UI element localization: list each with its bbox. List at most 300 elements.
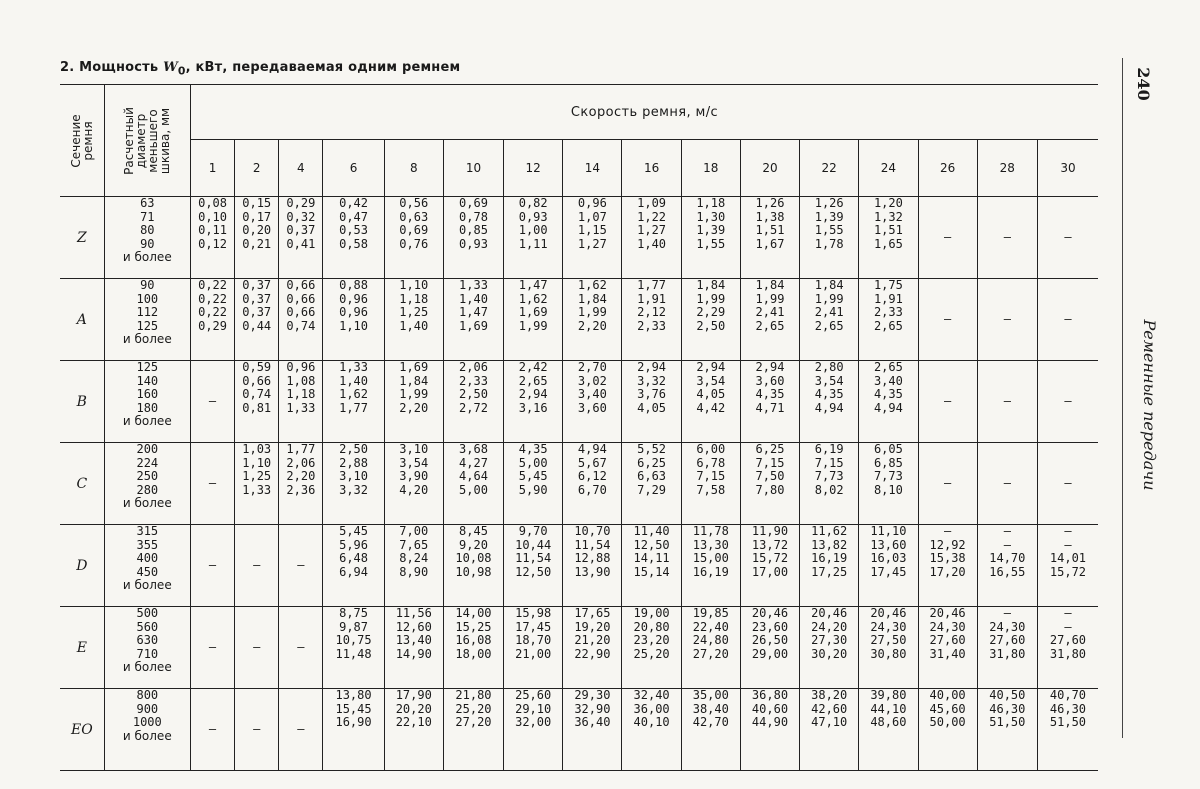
- power-value: 8,24: [399, 551, 429, 565]
- power-cell: [859, 525, 918, 607]
- speed-values-row: [60, 140, 1098, 197]
- power-value: 4,27: [459, 455, 488, 470]
- power-value: –: [1064, 393, 1072, 408]
- power-cell: [235, 443, 279, 525]
- belt-section: Z: [60, 197, 104, 279]
- power-value: 0,66: [286, 305, 316, 319]
- power-value: 2,65: [814, 318, 844, 333]
- power-value: –: [208, 393, 217, 408]
- power-cell: [977, 525, 1037, 607]
- power-value: 2,94: [518, 387, 548, 401]
- power-value: 0,08: [198, 196, 227, 210]
- power-value: 1,84: [577, 291, 607, 306]
- power-value: 0,96: [339, 291, 368, 306]
- power-value: 1,84: [399, 373, 429, 388]
- power-cell: [190, 197, 234, 279]
- power-cell: [384, 689, 443, 771]
- diameter-value: 63: [140, 196, 155, 210]
- belt-section: D: [60, 525, 104, 607]
- power-value: 8,10: [873, 482, 903, 497]
- diameter-value: 112: [136, 305, 159, 319]
- power-value: 25,20: [455, 701, 492, 716]
- power-cell: [563, 361, 622, 443]
- power-value: 6,25: [755, 442, 785, 456]
- power-value: 0,44: [242, 318, 272, 333]
- power-cell: [859, 689, 918, 771]
- power-value: 1,39: [696, 223, 726, 237]
- power-value: 29,10: [515, 701, 552, 716]
- power-value: 2,50: [459, 387, 488, 401]
- power-value: 4,20: [399, 482, 429, 497]
- power-value: 1,38: [755, 209, 785, 224]
- power-value: 15,72: [751, 551, 789, 565]
- power-value: –: [297, 639, 305, 654]
- power-value: 15,14: [633, 564, 670, 579]
- power-cell: [323, 361, 384, 443]
- power-cell: [279, 689, 323, 771]
- power-cell: [977, 689, 1037, 771]
- diameter-value: 125: [136, 318, 159, 333]
- power-value: 30,80: [870, 646, 907, 661]
- power-value: 39,80: [870, 688, 907, 702]
- power-cell: [563, 197, 622, 279]
- power-value: 10,44: [515, 537, 552, 552]
- power-cell: [504, 279, 563, 361]
- diameter-value: 1000: [132, 715, 162, 729]
- power-value: 1,84: [696, 278, 726, 292]
- power-value: 19,85: [692, 606, 729, 620]
- diameter-cell: [104, 607, 190, 689]
- power-value: 1,33: [286, 400, 316, 415]
- table-row: [60, 607, 1098, 689]
- power-cell: [622, 279, 681, 361]
- power-cell: [977, 279, 1037, 361]
- power-value: 1,69: [518, 305, 548, 319]
- power-cell: [504, 361, 563, 443]
- power-value: 1,51: [755, 223, 785, 237]
- power-value: 0,21: [242, 236, 272, 251]
- power-value: 11,56: [395, 606, 432, 620]
- power-value: 27,30: [811, 633, 848, 647]
- power-value: 1,03: [242, 442, 272, 456]
- power-cell: [190, 525, 234, 607]
- power-value: 0,74: [286, 318, 316, 333]
- power-value: 6,48: [339, 551, 368, 565]
- caption-symbol: W: [163, 60, 178, 75]
- power-cell: [918, 607, 977, 689]
- power-value: 13,80: [335, 688, 372, 702]
- power-value: 1,33: [242, 482, 272, 497]
- power-value: 0,56: [399, 196, 429, 210]
- power-value: 40,70: [1049, 688, 1087, 702]
- power-value: 7,29: [637, 482, 667, 497]
- diameter-value: 180: [136, 400, 159, 415]
- power-cell: [190, 279, 234, 361]
- power-value: 0,85: [459, 223, 488, 237]
- power-value: 0,20: [242, 223, 272, 237]
- caption-subscript: 0: [177, 64, 186, 78]
- diameter-value: 80: [140, 223, 155, 237]
- power-value: 0,37: [242, 305, 272, 319]
- table-row: [60, 689, 1098, 771]
- belt-section: E: [60, 607, 104, 689]
- power-value: 11,90: [751, 524, 789, 538]
- power-value: 4,35: [873, 387, 903, 401]
- power-value: 1,18: [399, 291, 429, 306]
- power-cell: [740, 525, 799, 607]
- table-body: [60, 197, 1098, 771]
- power-value: 36,40: [574, 715, 611, 729]
- power-value: 14,01: [1049, 551, 1087, 565]
- power-value: 7,15: [814, 455, 844, 470]
- power-value: 48,60: [870, 715, 907, 729]
- power-value: –: [1064, 606, 1072, 620]
- power-cell: [443, 525, 503, 607]
- power-value: 0,93: [518, 209, 548, 224]
- power-value: 4,94: [814, 400, 844, 415]
- table-row: [60, 197, 1098, 279]
- power-value: 13,40: [395, 633, 432, 647]
- power-value: 4,94: [577, 442, 607, 456]
- power-cell: [443, 443, 503, 525]
- speed-value: 18: [681, 140, 740, 197]
- diameter-value: 224: [136, 455, 159, 470]
- power-cell: [681, 525, 740, 607]
- power-value: 1,18: [286, 387, 316, 401]
- power-value: 12,60: [395, 619, 432, 634]
- power-value: 13,90: [574, 564, 611, 579]
- power-value: –: [208, 475, 217, 490]
- power-cell: [504, 443, 563, 525]
- power-value: 15,00: [692, 551, 729, 565]
- power-value: 7,65: [399, 537, 429, 552]
- and-more-label: и более: [122, 496, 172, 510]
- power-value: 4,42: [696, 400, 726, 415]
- power-cell: [977, 197, 1037, 279]
- power-value: –: [253, 557, 261, 572]
- power-value: 2,80: [814, 360, 844, 374]
- power-cell: [681, 197, 740, 279]
- diameter-cell: [104, 197, 190, 279]
- power-value: 0,81: [242, 400, 272, 415]
- power-value: 44,10: [870, 701, 907, 716]
- power-value: 14,90: [395, 646, 432, 661]
- power-value: 3,40: [873, 373, 903, 388]
- power-value: 2,94: [696, 360, 726, 374]
- power-cell: [1037, 279, 1098, 361]
- power-cell: [190, 607, 234, 689]
- diameter-cell: [104, 279, 190, 361]
- power-value: 2,94: [755, 360, 785, 374]
- power-value: 32,00: [515, 715, 552, 729]
- power-value: 32,40: [633, 688, 670, 702]
- speed-value: 16: [622, 140, 681, 197]
- power-cell: [918, 525, 977, 607]
- power-value: 0,32: [286, 209, 316, 224]
- power-value: 20,80: [633, 619, 670, 634]
- power-value: 6,19: [814, 442, 844, 456]
- power-value: 1,47: [518, 278, 548, 292]
- power-value: 24,30: [929, 619, 966, 634]
- power-value: 2,33: [637, 318, 667, 333]
- power-value: 36,00: [633, 701, 670, 716]
- diameter-value: 400: [136, 551, 159, 565]
- power-cell: [563, 525, 622, 607]
- power-value: 2,50: [339, 442, 368, 456]
- power-value: 3,54: [814, 373, 844, 388]
- power-value: –: [1064, 619, 1072, 634]
- power-cell: [740, 443, 799, 525]
- power-value: 7,50: [755, 469, 785, 483]
- power-value: 6,25: [637, 455, 667, 470]
- power-value: 16,19: [692, 564, 729, 579]
- power-value: 4,64: [459, 469, 488, 483]
- power-value: 0,53: [339, 223, 368, 237]
- power-cell: [384, 279, 443, 361]
- power-cell: [323, 443, 384, 525]
- power-value: 1,77: [637, 278, 667, 292]
- power-value: 40,10: [633, 715, 670, 729]
- power-value: 0,96: [577, 196, 607, 210]
- power-cell: [190, 443, 234, 525]
- power-value: 1,27: [577, 236, 607, 251]
- power-value: 2,65: [518, 373, 548, 388]
- power-value: 18,00: [455, 646, 492, 661]
- power-value: 1,30: [696, 209, 726, 224]
- power-value: 2,36: [286, 482, 316, 497]
- power-value: 0,58: [339, 236, 368, 251]
- power-cell: [279, 197, 323, 279]
- power-value: 1,62: [577, 278, 607, 292]
- belt-section: A: [60, 279, 104, 361]
- power-value: 1,55: [696, 236, 726, 251]
- and-more-label: и более: [122, 414, 172, 428]
- power-value: 1,55: [814, 223, 844, 237]
- power-cell: [384, 607, 443, 689]
- power-value: 17,00: [751, 564, 789, 579]
- power-value: 50,00: [929, 715, 966, 729]
- power-value: –: [943, 524, 952, 538]
- power-value: 14,11: [633, 551, 670, 565]
- power-cell: [443, 279, 503, 361]
- power-value: 20,46: [751, 606, 789, 620]
- power-value: 1,33: [339, 360, 368, 374]
- power-value: –: [1003, 393, 1011, 408]
- power-value: –: [1064, 475, 1072, 490]
- and-more-label: и более: [122, 578, 172, 592]
- power-value: 2,33: [459, 373, 488, 388]
- power-value: 1,84: [755, 278, 785, 292]
- diameter-header-line: Расчетный: [122, 106, 137, 175]
- table-row: [60, 279, 1098, 361]
- power-value: 1,33: [459, 278, 488, 292]
- power-cell: [279, 279, 323, 361]
- power-value: 25,60: [515, 688, 552, 702]
- speed-value: 6: [323, 140, 384, 197]
- power-cell: [918, 197, 977, 279]
- section-header-line: Сечение: [68, 113, 83, 168]
- power-value: 51,50: [1049, 715, 1087, 729]
- power-value: 10,70: [574, 524, 611, 538]
- power-value: 6,70: [577, 482, 607, 497]
- power-cell: [279, 607, 323, 689]
- power-value: 23,60: [751, 619, 789, 634]
- power-value: 0,15: [242, 196, 272, 210]
- power-value: 1,09: [637, 196, 667, 210]
- power-value: –: [208, 557, 217, 572]
- power-cell: [859, 197, 918, 279]
- power-value: 1,26: [755, 196, 785, 210]
- power-value: 2,06: [286, 455, 316, 470]
- diameter-value: 140: [136, 373, 159, 388]
- power-value: 0,47: [339, 209, 368, 224]
- diameter-header-line: диаметр: [134, 113, 149, 168]
- page-number: 240: [1134, 67, 1154, 101]
- power-value: 18,70: [515, 633, 552, 647]
- power-cell: [740, 197, 799, 279]
- power-value: 1,26: [814, 196, 844, 210]
- power-cell: [681, 279, 740, 361]
- power-value: 24,20: [811, 619, 848, 634]
- power-value: 1,75: [873, 278, 903, 292]
- speed-value: 30: [1037, 140, 1098, 197]
- power-value: 3,54: [696, 373, 726, 388]
- power-value: 31,80: [1049, 646, 1087, 661]
- power-value: –: [253, 639, 261, 654]
- power-value: 4,35: [814, 387, 844, 401]
- power-value: 2,41: [814, 305, 844, 319]
- power-value: –: [1003, 537, 1011, 552]
- diameter-value: 710: [136, 646, 159, 661]
- power-value: –: [1064, 524, 1072, 538]
- and-more-label: и более: [122, 250, 172, 264]
- diameter-value: 90: [140, 278, 155, 292]
- power-value: 4,35: [518, 442, 548, 456]
- power-cell: [1037, 443, 1098, 525]
- power-value: –: [253, 721, 261, 736]
- speed-value: 10: [443, 140, 503, 197]
- power-cell: [323, 279, 384, 361]
- power-cell: [977, 361, 1037, 443]
- power-value: 3,68: [459, 442, 488, 456]
- power-value: 27,20: [455, 715, 492, 729]
- power-value: 4,05: [637, 400, 667, 415]
- power-value: 17,65: [574, 606, 611, 620]
- power-value: 7,73: [814, 469, 844, 483]
- power-value: 2,65: [873, 360, 903, 374]
- power-value: 7,73: [873, 469, 903, 483]
- power-value: 0,37: [242, 278, 272, 292]
- power-value: 20,46: [811, 606, 848, 620]
- power-value: 0,76: [399, 236, 429, 251]
- power-value: 20,46: [870, 606, 907, 620]
- power-value: 16,90: [335, 715, 372, 729]
- power-value: 26,50: [751, 633, 789, 647]
- power-cell: [443, 607, 503, 689]
- power-value: 1,99: [755, 291, 785, 306]
- power-value: 3,10: [339, 469, 368, 483]
- power-cell: [622, 525, 681, 607]
- power-value: –: [1064, 229, 1072, 244]
- power-value: 2,20: [286, 469, 316, 483]
- power-value: 24,30: [870, 619, 907, 634]
- power-value: 11,78: [692, 524, 729, 538]
- power-cell: [504, 607, 563, 689]
- power-value: 2,65: [873, 318, 903, 333]
- power-value: 1,91: [873, 291, 903, 306]
- diameter-value: 250: [136, 469, 159, 483]
- diameter-value: 450: [136, 564, 159, 579]
- power-cell: [740, 607, 799, 689]
- power-value: 45,60: [929, 701, 966, 716]
- power-value: 0,82: [518, 196, 548, 210]
- power-value: 1,27: [637, 223, 667, 237]
- speed-value: 2: [235, 140, 279, 197]
- power-value: 42,70: [692, 715, 729, 729]
- power-value: 2,33: [873, 305, 903, 319]
- power-value: 31,80: [989, 646, 1026, 661]
- power-value: 0,22: [198, 291, 227, 306]
- power-cell: [918, 443, 977, 525]
- power-value: 1,40: [459, 291, 488, 306]
- power-value: 15,25: [455, 619, 492, 634]
- power-value: 16,08: [455, 633, 492, 647]
- power-value: 9,87: [339, 619, 368, 634]
- power-value: 1,40: [339, 373, 368, 388]
- power-value: 19,20: [574, 619, 611, 634]
- power-value: 1,62: [339, 387, 368, 401]
- speed-value: 4: [279, 140, 323, 197]
- power-value: –: [1003, 311, 1011, 326]
- diameter-value: 560: [136, 619, 159, 634]
- diameter-value: 900: [136, 701, 159, 716]
- power-value: 32,90: [574, 701, 611, 716]
- power-value: –: [1003, 606, 1011, 620]
- power-value: 1,84: [814, 278, 844, 292]
- power-value: 0,66: [286, 291, 316, 306]
- power-value: 1,65: [873, 236, 903, 251]
- power-value: 17,45: [515, 619, 552, 634]
- power-value: 0,11: [198, 223, 227, 237]
- power-cell: [681, 443, 740, 525]
- power-value: 35,00: [692, 688, 729, 702]
- power-value: 2,70: [577, 360, 607, 374]
- power-value: 11,54: [515, 551, 552, 565]
- power-value: 1,15: [577, 223, 607, 237]
- power-value: 12,88: [574, 551, 611, 565]
- power-cell: [235, 525, 279, 607]
- power-cell: [622, 689, 681, 771]
- power-value: 6,00: [696, 442, 726, 456]
- power-value: 0,74: [242, 387, 272, 401]
- speed-value: 14: [563, 140, 622, 197]
- power-value: 4,94: [873, 400, 903, 415]
- power-value: 40,50: [989, 688, 1026, 702]
- power-cell: [1037, 525, 1098, 607]
- power-value: 0,37: [242, 291, 272, 306]
- power-cell: [504, 197, 563, 279]
- power-cell: [443, 197, 503, 279]
- diameter-value: 315: [136, 524, 159, 538]
- power-value: 11,40: [633, 524, 670, 538]
- power-value: 16,55: [989, 564, 1026, 579]
- power-value: 6,63: [637, 469, 667, 483]
- power-cell: [384, 443, 443, 525]
- power-value: 42,60: [811, 701, 848, 716]
- diameter-value: 355: [136, 537, 159, 552]
- power-value: 3,02: [577, 373, 607, 388]
- power-cell: [235, 689, 279, 771]
